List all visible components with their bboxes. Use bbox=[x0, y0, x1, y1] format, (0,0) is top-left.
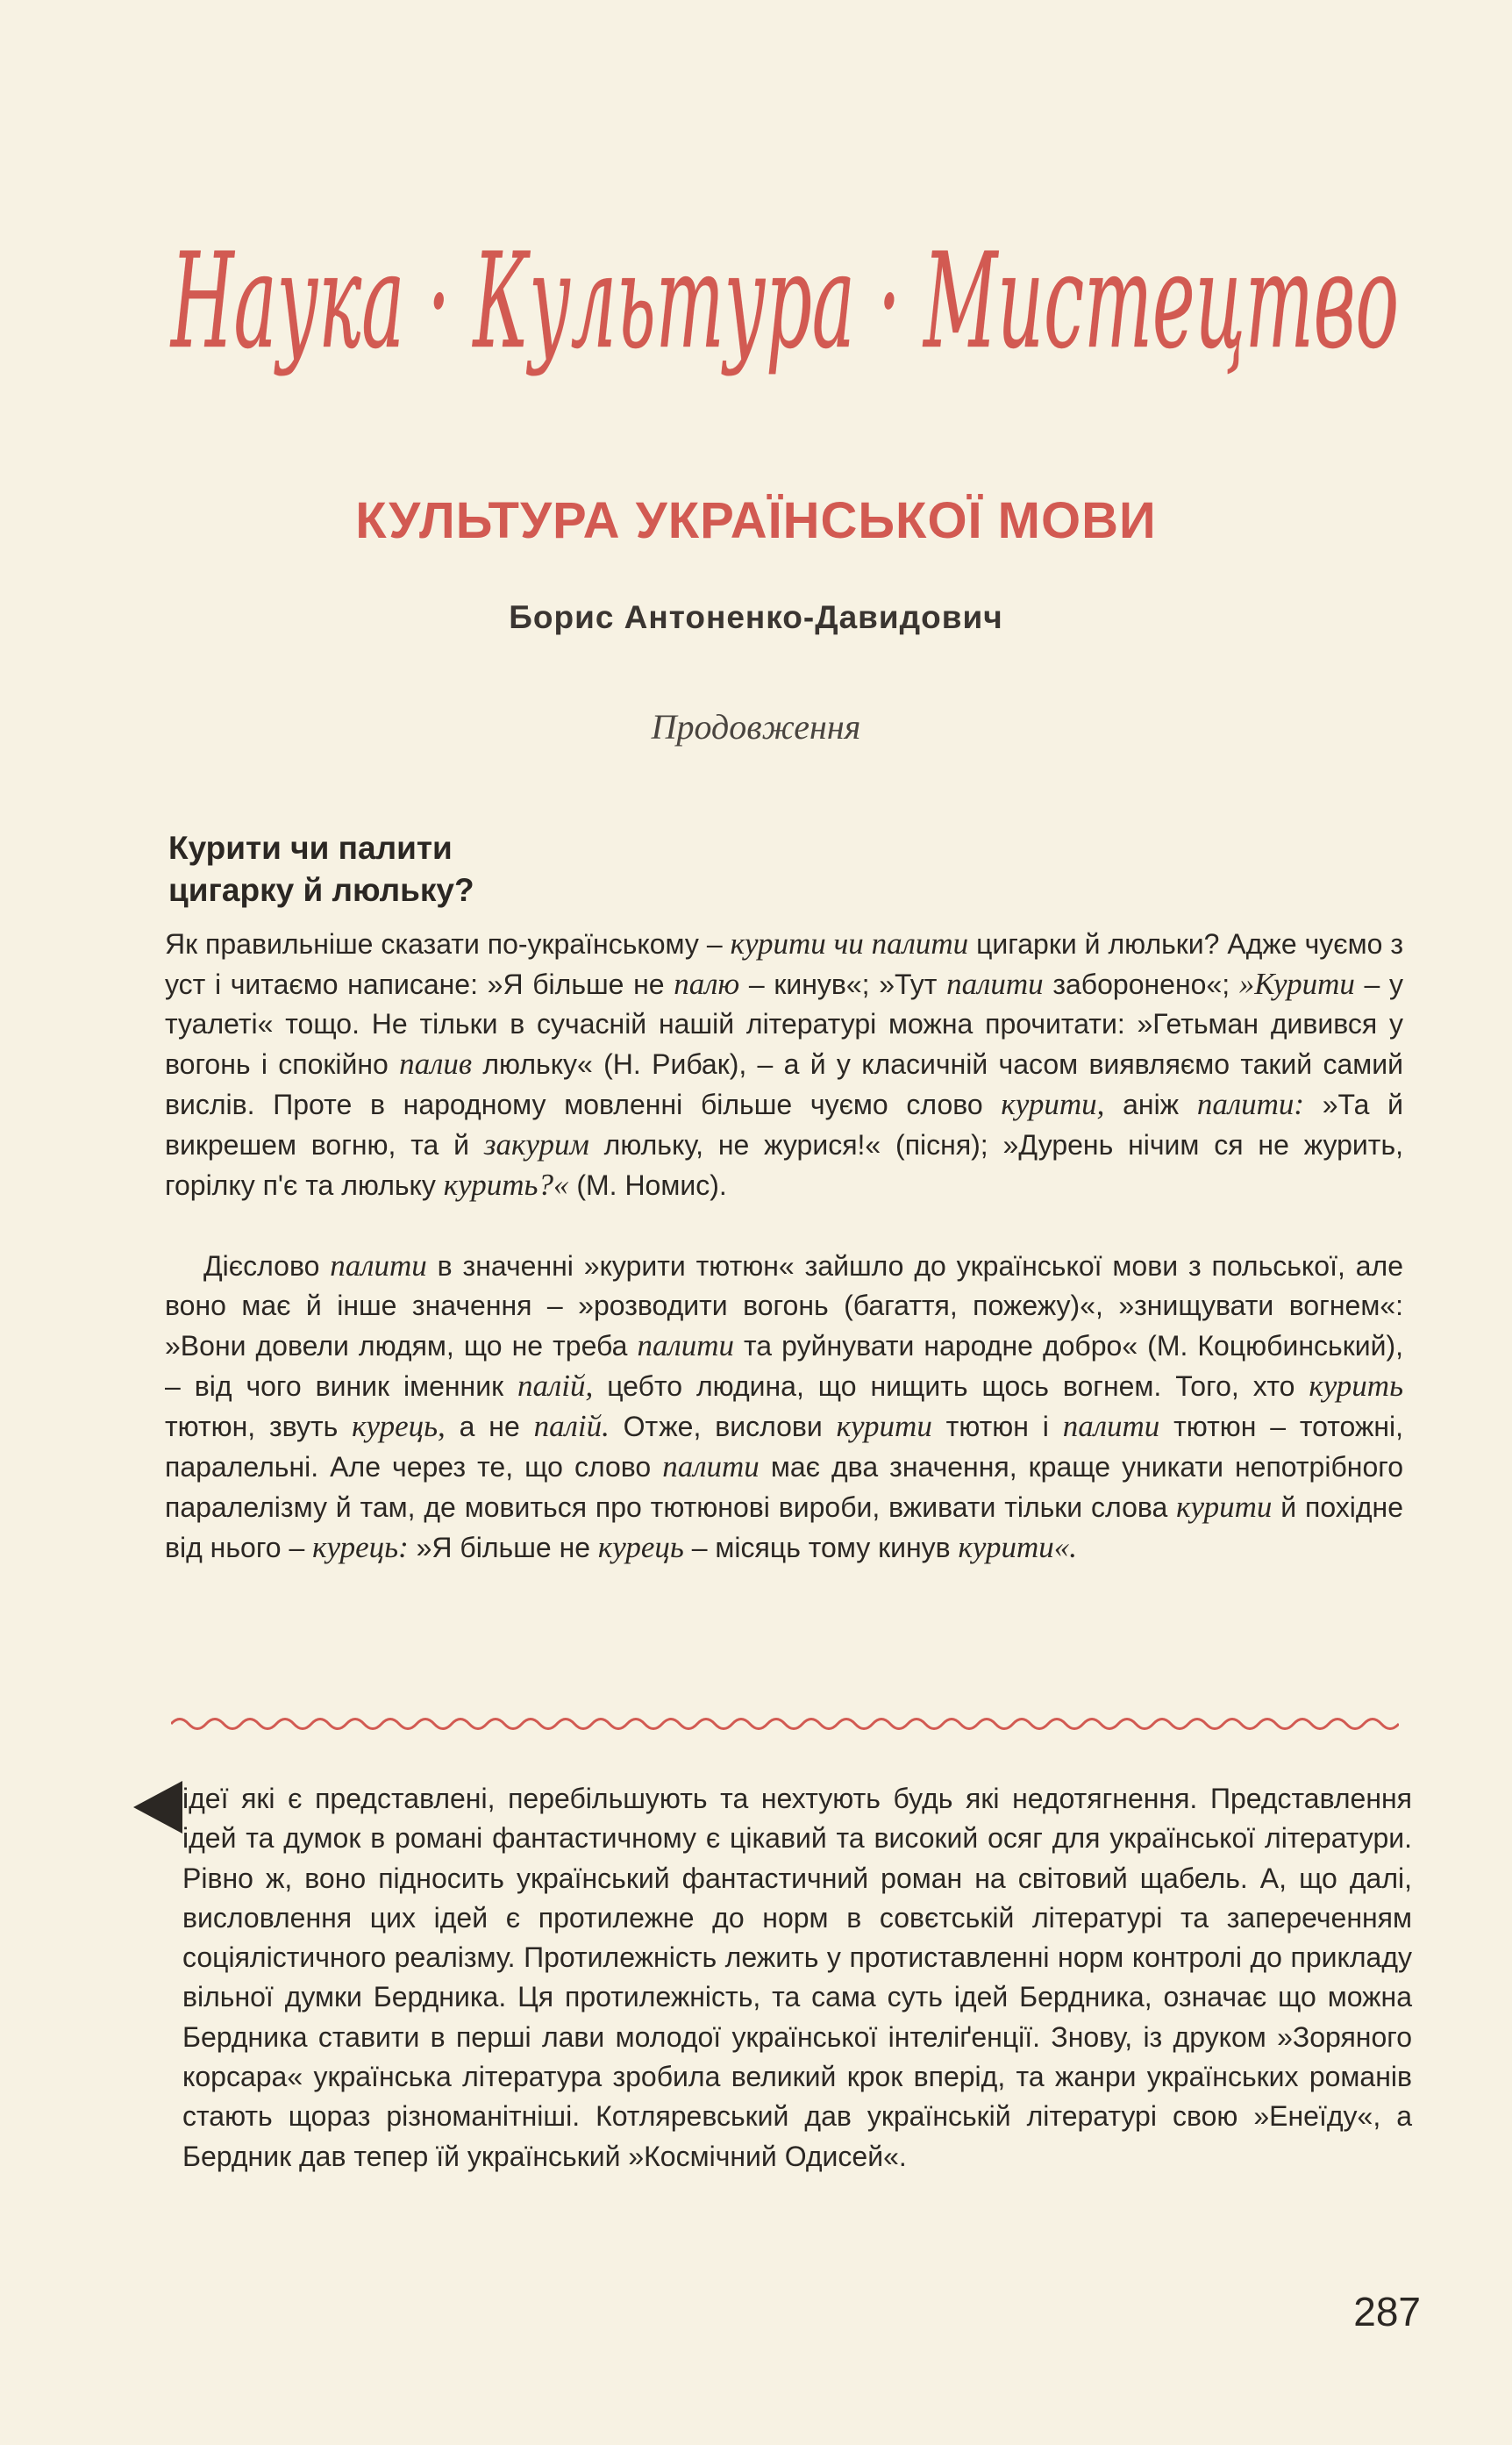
masthead-title-art bbox=[162, 158, 1408, 447]
rubric-heading: КУЛЬТУРА УКРАЇНСЬКОЇ МОВИ bbox=[355, 492, 1157, 549]
italic-term: курити«. bbox=[958, 1530, 1078, 1564]
masthead-title: Наука · Культура · Мистецтво bbox=[169, 225, 1400, 378]
italic-term: закурим bbox=[483, 1127, 589, 1162]
italic-term: курити bbox=[1176, 1490, 1273, 1524]
paragraph-text: Дієслово палити в значенні »курити тютюн« зайшло до української мови з польської, але воно має й інше значення – »розводити вогонь (багаття, пожежу)«, »знищувати вогнем«: »Вони довели людям, що не треба палити та руйнувати народне добро« (М. Коцюбинський), – від чого виник іменник палій, цебто людина, що нищить щось вогнем. Того, хто курить тютюн, звуть курець, а не палій. Отже, вислови курити тютюн і палити тютюн – тотожні, паралельні. Але через те, що слово палити має два значення, краще уникати непотрібного паралелізму й там, де мовиться про тютюнові вироби, вживати тільки слова курити й похідне від нього – курець: »Я більше не курець – місяць тому кинув курити«. bbox=[165, 1248, 1404, 1564]
italic-term: курити чи палити bbox=[730, 926, 969, 961]
italic-term: палій. bbox=[533, 1409, 610, 1443]
ornament-wave bbox=[171, 1719, 1399, 1729]
italic-term: курити bbox=[836, 1409, 932, 1443]
italic-term: палю bbox=[674, 967, 740, 1001]
continuation-paragraph bbox=[182, 1779, 1412, 2177]
italic-term: палити bbox=[662, 1449, 760, 1483]
italic-term: палити bbox=[330, 1248, 427, 1283]
italic-term: палити: bbox=[1196, 1087, 1305, 1121]
italic-term: палити bbox=[637, 1328, 734, 1362]
italic-term: палій, bbox=[517, 1369, 594, 1403]
italic-term: палити bbox=[946, 967, 1044, 1001]
section-heading-line: цигарку й люльку? bbox=[168, 872, 474, 908]
continuation-marker-icon bbox=[133, 1781, 182, 1834]
italic-term: курити, bbox=[1001, 1087, 1105, 1121]
paragraph-text: Як правильніше сказати по-українському – курити чи палити цигарки й люльки? Адже чуємо з уст і читаємо написане: »Я більше не палю – кинув«; »Тут палити заборонено«; »Курити – у туалеті« тощо. Не тільки в сучасній нашій літературі можна прочитати: »Гетьман дивився у вогонь і спокійно палив люльку« (Н. Рибак), – а й у класичній часом виявляємо такий самий вислів. Проте в народному мовленні більше чуємо слово курити, аніж палити: »Та й викрешем вогню, та й закурим люльку, не журися!« (пісня); »Дурень нічим ся не журить, горілку п'є та люльку курить?« (М. Номис). bbox=[165, 926, 1404, 1202]
section-heading bbox=[168, 827, 782, 912]
paragraph-text: ідеї які є представлені, перебільшують та нехтують будь які недотягнення. Представлення ідей та думок в романі фантастичному є цікавий та високий осяг для української літератури. Рівно ж, воно підносить український фантастичний роман на світовий щабель. А, що далі, висловлення цих ідей є протилежне до норм в совєтській літературі та запереченням соціялістичного реалізму. Протилежність лежить у протиставленні норм контролі до прикладу вільної думки Бердника. Ця протилежність, та сама суть ідей Бердника, означає що можна Бердника ставити в перші лави молодої української інтеліґенції. Знову, із друком »Зоряного корсара« українська література зробила великий крок вперід, та жанри українських романів стають щораз різноманітніші. Котляревський дав українській літературі свою »Енеїду«, а Бердник дав тепер їй український »Космічний Одисей«. bbox=[182, 1783, 1412, 2172]
italic-term: »Курити bbox=[1238, 967, 1355, 1001]
author-name: Борис Антоненко-Давидович bbox=[509, 599, 1003, 635]
page-number: 287 bbox=[1353, 2289, 1421, 2334]
italic-term: курець, bbox=[352, 1409, 446, 1443]
italic-term: курить bbox=[1309, 1369, 1404, 1403]
italic-term: палив bbox=[399, 1047, 473, 1081]
section-heading-line: Курити чи палити bbox=[168, 830, 453, 866]
italic-term: палити bbox=[1062, 1409, 1160, 1443]
masthead bbox=[162, 158, 1408, 447]
article-paragraph bbox=[165, 1246, 1403, 1568]
italic-term: курить?« bbox=[443, 1168, 569, 1202]
ornament-divider bbox=[171, 1711, 1399, 1737]
italic-term: курець bbox=[597, 1530, 684, 1564]
italic-term: курець: bbox=[312, 1530, 409, 1564]
article-paragraph bbox=[165, 924, 1403, 1205]
continued-label: Продовження bbox=[651, 707, 861, 747]
